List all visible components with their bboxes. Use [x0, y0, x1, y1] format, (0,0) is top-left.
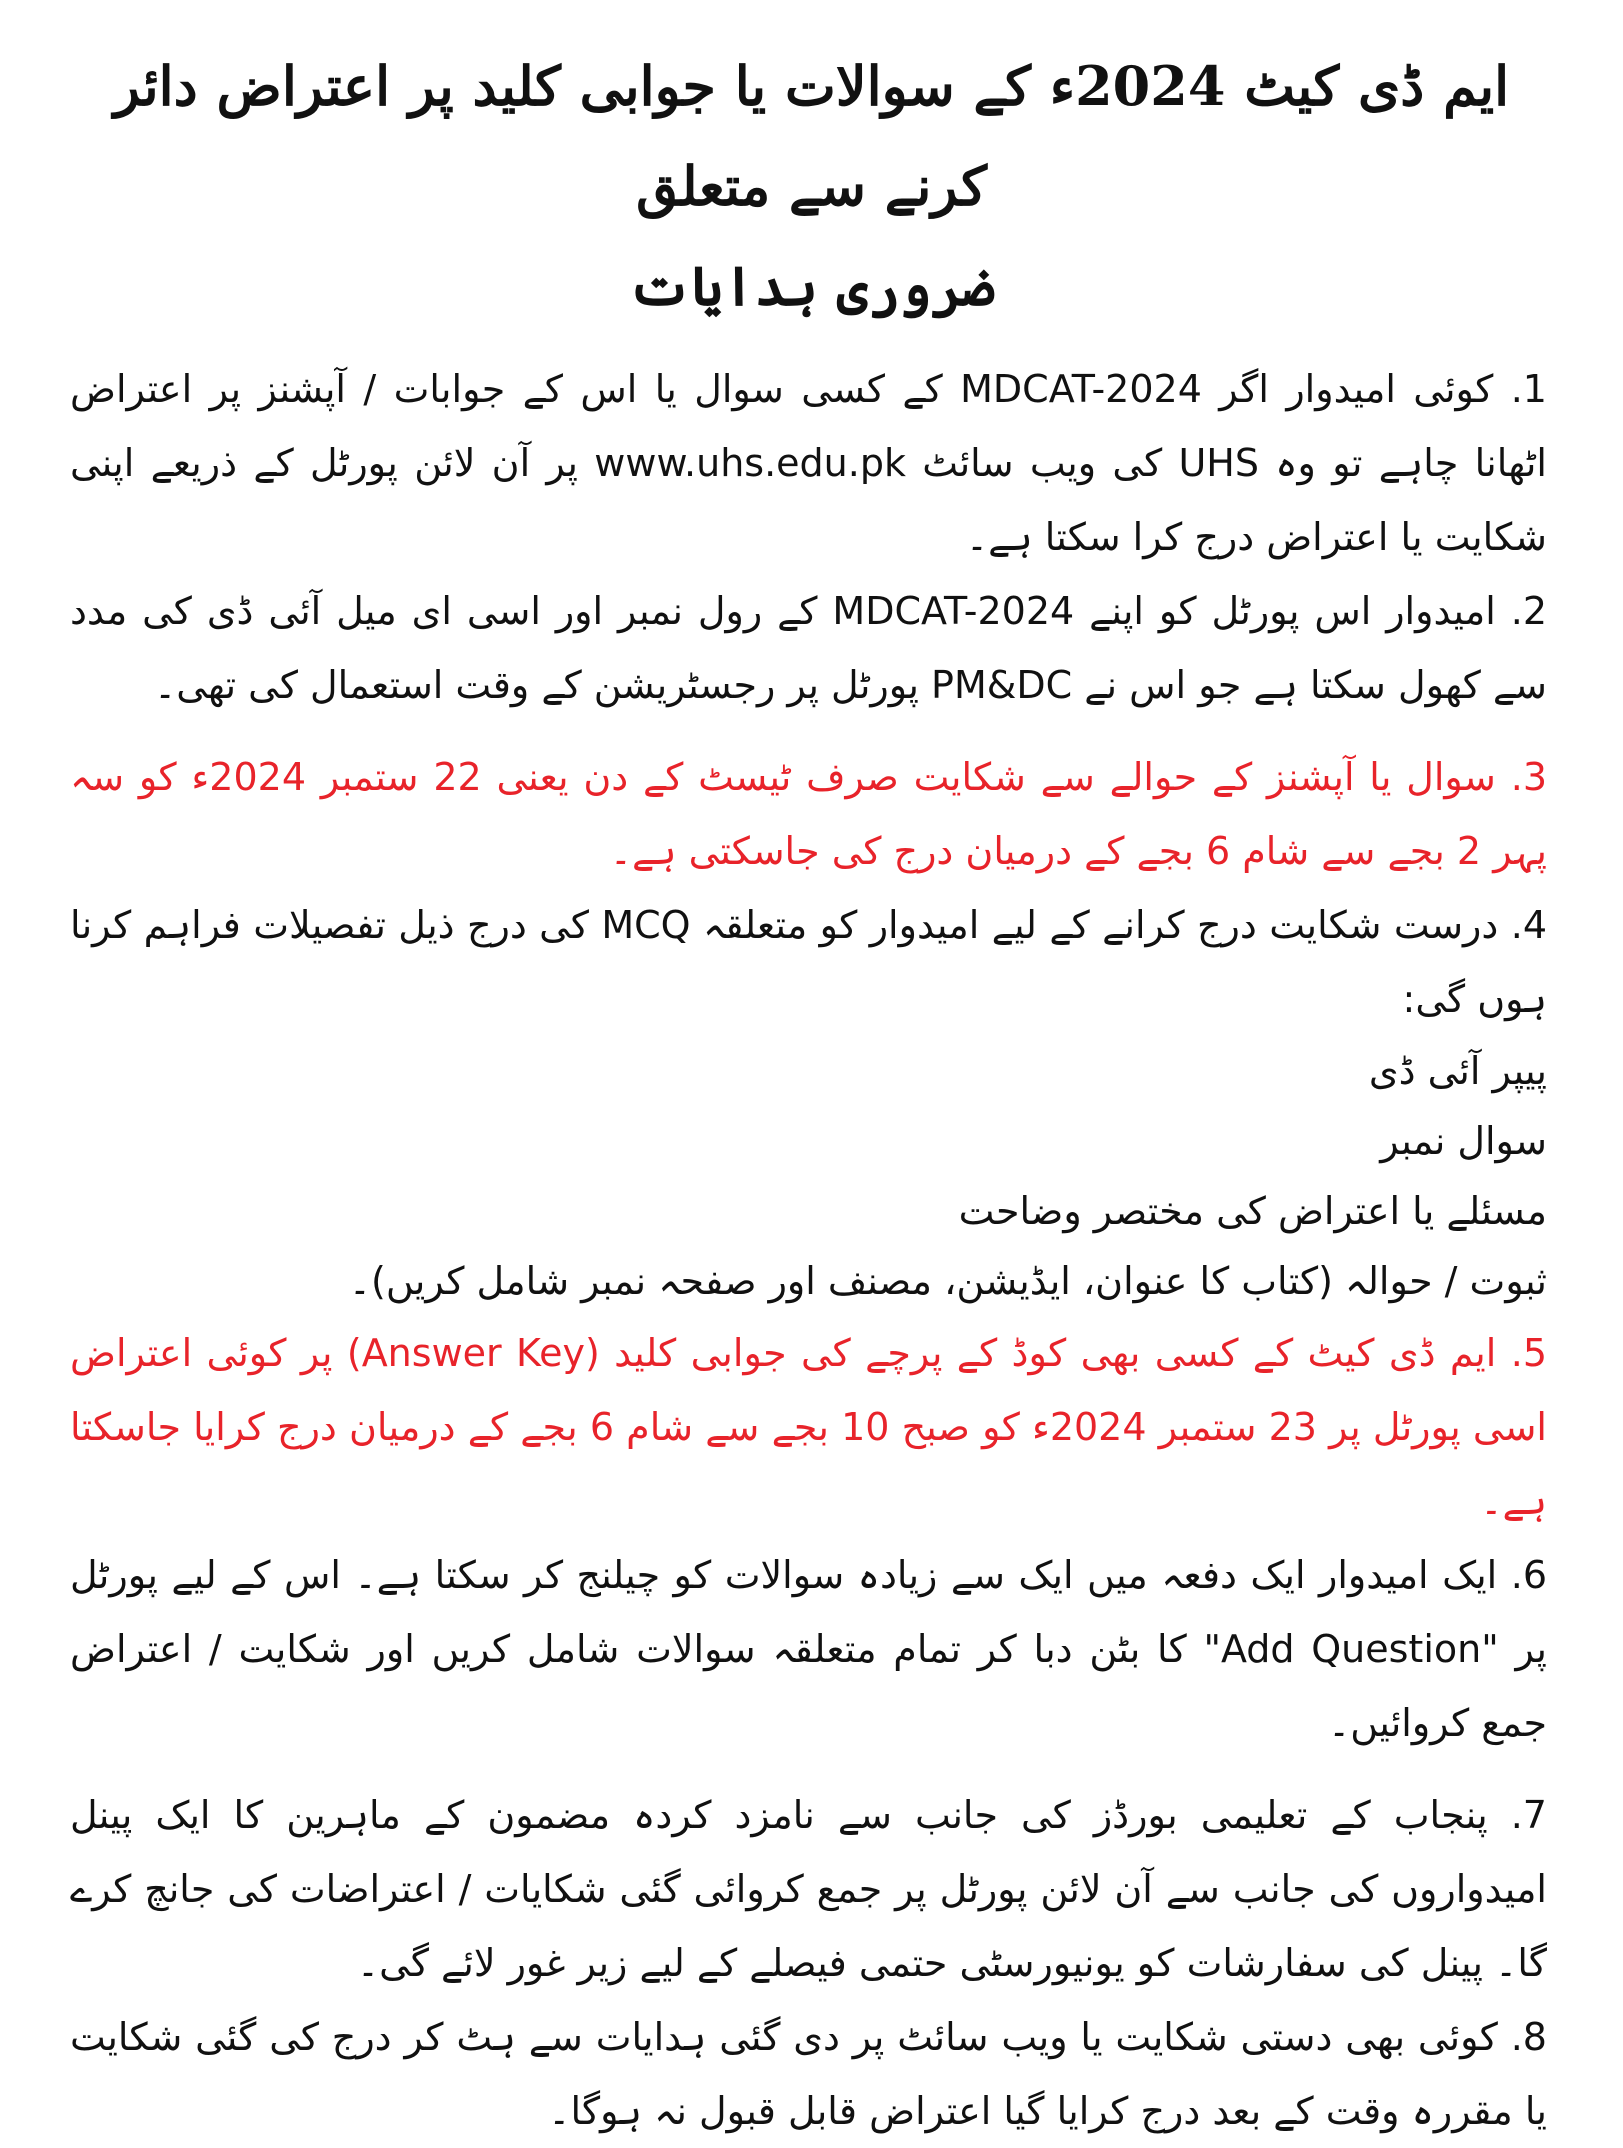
- instruction-item-3: [70, 740, 1553, 888]
- item-text: پنجاب کے تعلیمی بورڈز کی جانب سے نامزد کردہ مضمون کے ماہرین کا ایک پینل امیدواروں کی جانب سے آن لائن پورٹل پر جمع کروائی گئی شکایات / اعتراضات کی جانچ کرے گا۔ پینل کی سفارشات کو یونیورسٹی حتمی فیصلے کے لیے زیر غور لائے گی۔: [70, 1793, 1547, 1985]
- item-text: درست شکایت درج کرانے کے لیے امیدوار کو متعلقہ MCQ کی درج ذیل تفصیلات فراہم کرنا ہوں گی:: [70, 903, 1547, 1021]
- detail-paper-id: پیپر آئی ڈی: [1368, 1049, 1547, 1093]
- detail-question-number: سوال نمبر: [1380, 1119, 1547, 1163]
- item-number: 6.: [1510, 1553, 1547, 1597]
- item-number: 5.: [1510, 1331, 1547, 1375]
- instruction-item-2: [70, 574, 1553, 722]
- item-text: سوال یا آپشنز کے حوالے سے شکایت صرف ٹیسٹ کے دن یعنی 22 ستمبر 2024ء کو سہ پہر 2 بجے سے شام 6 بجے کے درمیان درج کی جاسکتی ہے۔: [70, 755, 1547, 873]
- spacer: [70, 722, 1553, 740]
- detail-issue-description: مسئلے یا اعتراض کی مختصر وضاحت: [958, 1189, 1547, 1233]
- item-text: امیدوار اس پورٹل کو اپنے MDCAT-2024 کے رول نمبر اور اسی ای میل آئی ڈی کی مدد سے کھول سکتا ہے جو اس نے PM&DC پورٹل پر رجسٹریشن کے وقت استعمال کی تھی۔: [70, 589, 1547, 707]
- item-number: 1.: [1510, 367, 1547, 411]
- item-number: 4.: [1510, 903, 1547, 947]
- instruction-item-6: [70, 1538, 1553, 1760]
- item-number: 3.: [1510, 755, 1547, 799]
- instruction-item-1: [70, 352, 1553, 574]
- detail-evidence-reference: ثبوت / حوالہ (کتاب کا عنوان، ایڈیشن، مصنف اور صفحہ نمبر شامل کریں)۔: [348, 1259, 1547, 1303]
- page-title: [70, 36, 1553, 336]
- item-text: کوئی بھی دستی شکایت یا ویب سائٹ پر دی گئی ہدایات سے ہٹ کر درج کی گئی شکایت یا مقررہ وقت کے بعد درج کرایا گیا اعتراض قابل قبول نہ ہوگا۔: [70, 2015, 1547, 2133]
- item-number: 2.: [1510, 589, 1547, 633]
- item-text: کوئی امیدوار اگر MDCAT-2024 کے کسی سوال یا اس کے جوابات / آپشنز پر اعتراض اٹھانا چاہے تو وہ UHS کی ویب سائٹ www.uhs.edu.pk پر آن لائن پورٹل کے ذریعے اپنی شکایت یا اعتراض درج کرا سکتا ہے۔: [70, 367, 1547, 559]
- title-line-1: ایم ڈی کیٹ 2024ء کے سوالات یا جوابی کلید پر اعتراض دائر کرنے سے متعلق: [113, 54, 1510, 218]
- item-text: ایک امیدوار ایک دفعہ میں ایک سے زیادہ سوالات کو چیلنج کر سکتا ہے۔ اس کے لیے پورٹل پر "Add Question" کا بٹن دبا کر تمام متعلقہ سوالات شامل کریں اور شکایت / اعتراض جمع کروائیں۔: [70, 1553, 1547, 1745]
- instruction-item-7: [70, 1778, 1553, 2000]
- instruction-item-4: [70, 888, 1553, 1036]
- title-line-2: ضروری ہدایات: [628, 254, 995, 318]
- instructions-list: [70, 352, 1553, 2148]
- item-number: 8.: [1510, 2015, 1547, 2059]
- instruction-item-5: [70, 1316, 1553, 1538]
- item-number: 7.: [1510, 1793, 1547, 1837]
- item-text: ایم ڈی کیٹ کے کسی بھی کوڈ کے پرچے کی جوابی کلید (Answer Key) پر کوئی اعتراض اسی پورٹل پر 23 ستمبر 2024ء کو صبح 10 بجے سے شام 6 بجے کے درمیان درج کرایا جاسکتا ہے۔: [70, 1331, 1547, 1523]
- instruction-item-8: [70, 2000, 1553, 2148]
- spacer: [70, 1760, 1553, 1778]
